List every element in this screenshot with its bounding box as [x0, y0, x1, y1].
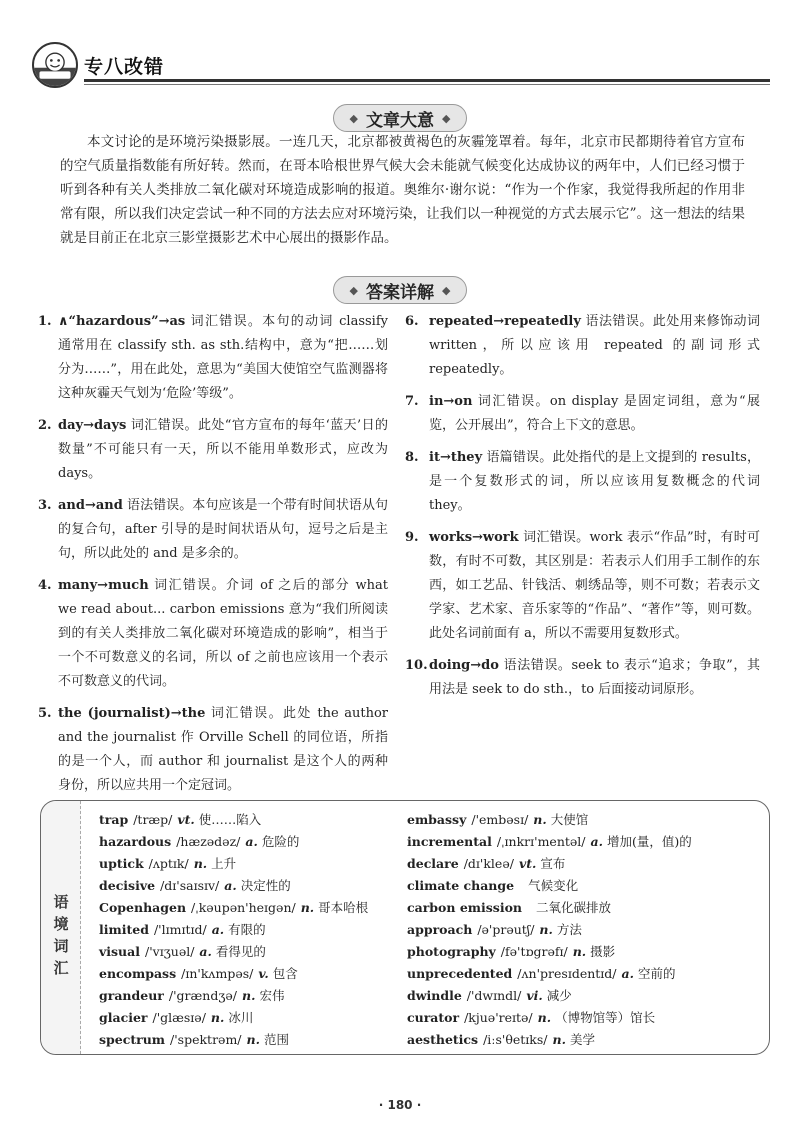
vocab-meaning: 增加(量，值)的: [606, 834, 692, 849]
vocab-phonetic: /ʌn'presɪdentɪd/: [517, 966, 617, 981]
vocab-phonetic: /'spektrəm/: [170, 1032, 242, 1047]
answer-explanation: 词汇错误。work 表示“作品”时，有时可数，有时不可数，其区别是：若表示人们用手工制作的东西，如工艺品、针钱活、刺绣品等，则不可数；若表示文学家、艺术家、音乐家等的“作品”、“著作”等，则可数。此处名词前面有 a，所以不需要用复数形式。: [429, 530, 760, 641]
vocab-meaning: 包含: [272, 966, 298, 981]
vocab-meaning: 气候变化: [528, 878, 579, 893]
vocab-phonetic: /dɪ'kleə/: [463, 856, 514, 871]
vocab-pos: n.: [210, 1010, 225, 1025]
vocab-meaning: 决定性的: [240, 878, 291, 893]
vocabulary-tab: [41, 801, 81, 1054]
vocab-entry: [99, 831, 399, 853]
vocab-word: Copenhagen: [99, 900, 187, 915]
vocab-phonetic: /'glæsɪə/: [152, 1010, 206, 1025]
answer-number: 6.: [405, 314, 419, 329]
vocab-word: spectrum: [99, 1032, 166, 1047]
header-rule-thin: [84, 84, 770, 85]
vocab-meaning: 方法: [556, 922, 582, 937]
vocab-word: curator: [407, 1010, 460, 1025]
answer-item: [38, 702, 388, 798]
vocab-meaning: 危险的: [261, 834, 300, 849]
answer-correction: and→and: [58, 498, 123, 513]
answer-number: 3.: [38, 498, 52, 513]
answer-item: [405, 390, 760, 438]
vocab-phonetic: /ə'prəutʃ/: [477, 922, 535, 937]
vocab-phonetic: /iːs'θetɪks/: [483, 1032, 548, 1047]
vocabulary-box: [40, 800, 770, 1055]
vocab-entry: [99, 853, 399, 875]
answer-item: [405, 310, 760, 382]
answer-correction: many→much: [58, 578, 149, 593]
vocab-pos: n.: [193, 856, 208, 871]
vocab-word: grandeur: [99, 988, 164, 1003]
vocab-word: hazardous: [99, 834, 172, 849]
answer-number: 2.: [38, 418, 52, 433]
answer-number: 4.: [38, 578, 52, 593]
vocab-meaning: 大使馆: [550, 812, 589, 827]
vocab-pos: a.: [211, 922, 225, 937]
vocab-phonetic: /fə'tɒgrəfɪ/: [500, 944, 568, 959]
vocab-word: visual: [99, 944, 140, 959]
answer-item: [38, 310, 388, 406]
vocab-meaning: 使……陷入: [198, 812, 262, 827]
vocab-pos: n.: [552, 1032, 566, 1047]
answer-explanation: 词汇错误。本句的动词 classify 通常用在 classify sth. as sth.结构中，意为“把……划分为……”，用在此处，意思为“美国大使馆空气监测器将这种灰霾天气划为‘危险’等级”。: [58, 314, 388, 401]
vocab-meaning: （博物馆等）馆长: [555, 1010, 656, 1025]
vocab-entry: [99, 875, 399, 897]
vocab-phonetic: /ʌptɪk/: [148, 856, 189, 871]
vocab-word: uptick: [99, 856, 144, 871]
vocab-entry: [407, 809, 762, 831]
vocab-entry: [407, 1007, 762, 1029]
vocab-meaning: 哥本哈根: [318, 900, 369, 915]
page-number: · 180 ·: [378, 1098, 422, 1112]
vocab-entry: [99, 809, 399, 831]
vocab-pos: n.: [533, 812, 547, 827]
answer-correction: doing→do: [429, 658, 499, 673]
vocab-word: dwindle: [407, 988, 462, 1003]
answer-number: 10.: [405, 658, 428, 673]
answer-explanation: 词汇错误。此处“官方宣布的每年‘蓝天’日的数量”不可能只有一天，所以不能用单数形式，应改为 days。: [58, 418, 388, 481]
diamond-icon: ◆: [442, 111, 451, 125]
vocabulary-label: 语境词汇: [53, 893, 69, 977]
vocab-pos: vi.: [526, 988, 543, 1003]
answers-right-column: [405, 310, 760, 710]
answer-correction: day→days: [58, 418, 127, 433]
answer-explanation: 词汇错误。on display 是固定词组，意为“展览，公开展出”，符合上下文的意思。: [429, 394, 760, 433]
answer-item: [405, 526, 760, 646]
answer-explanation: 词汇错误。介词 of 之后的部分 what we read about... carbon emissions 意为“我们所阅读到的有关人类排放二氧化碳对环境造成的影响”，相当于一个不可数意义的名词，所以 of 之前也应该用一个表示不可数意义的代词。: [58, 578, 388, 689]
vocab-pos: a.: [199, 944, 212, 959]
vocab-pos: vt.: [518, 856, 537, 871]
answer-number: 8.: [405, 450, 419, 465]
answer-correction: ∧“hazardous”→as: [58, 314, 186, 329]
vocab-word: approach: [407, 922, 473, 937]
answer-explanation: 语法错误。seek to 表示“追求；争取”，其用法是 seek to do sth.，to 后面接动词原形。: [429, 658, 760, 697]
vocab-phonetic: /'grændʒə/: [168, 988, 237, 1003]
answer-number: 7.: [405, 394, 419, 409]
vocab-entry: [99, 941, 399, 963]
vocab-word: aesthetics: [407, 1032, 479, 1047]
vocab-entry: [407, 853, 762, 875]
header-rule: [84, 79, 770, 82]
vocab-word: unprecedented: [407, 966, 513, 981]
answer-item: [405, 446, 760, 518]
answer-item: [38, 574, 388, 694]
answer-correction: works→work: [429, 530, 519, 545]
vocab-meaning: 上升: [211, 856, 237, 871]
vocab-phonetic: /kjuə'reɪtə/: [464, 1010, 533, 1025]
vocab-phonetic: /dɪ'saɪsɪv/: [160, 878, 220, 893]
vocab-entry: [407, 831, 762, 853]
vocab-entry: [407, 963, 762, 985]
vocab-meaning: 美学: [569, 1032, 595, 1047]
answer-correction: repeated→repeatedly: [429, 314, 581, 329]
vocab-meaning: 看得见的: [215, 944, 266, 959]
vocab-word: photography: [407, 944, 496, 959]
vocab-phonetic: /træp/: [133, 812, 173, 827]
answer-item: [38, 494, 388, 566]
answers-banner: [0, 276, 800, 304]
vocab-meaning: 范围: [263, 1032, 289, 1047]
book-logo-icon: [32, 42, 78, 88]
vocab-pos: a.: [590, 834, 603, 849]
vocab-word: trap: [99, 812, 129, 827]
diamond-icon: ◆: [442, 283, 451, 297]
vocab-meaning: 有限的: [228, 922, 266, 937]
vocab-pos: vt.: [177, 812, 195, 827]
vocab-entry: [407, 897, 762, 919]
vocab-phonetic: /hæzədəz/: [176, 834, 241, 849]
vocab-word: incremental: [407, 834, 492, 849]
answer-correction: in→on: [429, 394, 473, 409]
vocab-word: encompass: [99, 966, 177, 981]
answer-correction: it→they: [429, 450, 483, 465]
answer-explanation: 语篇错误。此处指代的是上文提到的 results，是一个复数形式的词，所以应该用复数概念的代词 they。: [429, 450, 760, 513]
vocab-pos: n.: [241, 988, 256, 1003]
vocab-pos: n.: [300, 900, 315, 915]
summary-title: 文章大意: [366, 110, 434, 131]
vocab-meaning: 宏伟: [259, 988, 285, 1003]
vocab-pos: a.: [224, 878, 237, 893]
vocab-entry: [99, 963, 399, 985]
diamond-icon: ◆: [349, 111, 358, 125]
vocab-entry: [407, 941, 762, 963]
answer-item: [38, 414, 388, 486]
vocab-phonetic: /'dwɪndl/: [466, 988, 522, 1003]
vocab-entry: [99, 897, 399, 919]
vocab-pos: n.: [572, 944, 587, 959]
vocab-phonetic: /ˌkəupən'heɪgən/: [191, 900, 296, 915]
vocab-entry: [407, 985, 762, 1007]
answer-explanation: 语法错误。本句应该是一个带有时间状语从句的复合句，after 引导的是时间状语从句，逗号之后是主句，所以此处的 and 是多余的。: [58, 498, 388, 561]
vocab-pos: n.: [246, 1032, 260, 1047]
vocab-entry: [407, 1029, 762, 1051]
vocab-meaning: 空前的: [637, 966, 676, 981]
answer-number: 5.: [38, 706, 52, 721]
vocab-word: climate change: [407, 878, 515, 893]
vocab-phonetic: /ɪn'kʌmpəs/: [181, 966, 254, 981]
vocab-phonetic: /'lɪmɪtɪd/: [153, 922, 207, 937]
vocab-entry: [99, 1029, 399, 1051]
vocabulary-column-left: [99, 809, 399, 1051]
vocabulary-column-right: [407, 809, 762, 1051]
vocab-meaning: 宣布: [540, 856, 566, 871]
vocab-entry: [99, 919, 399, 941]
vocab-entry: [99, 1007, 399, 1029]
answers-title: 答案详解: [366, 282, 434, 303]
vocab-word: limited: [99, 922, 149, 937]
vocab-entry: [407, 919, 762, 941]
vocab-phonetic: /'embəsɪ/: [471, 812, 529, 827]
vocab-pos: v.: [258, 966, 269, 981]
answers-left-column: [38, 310, 388, 806]
vocab-entry: [99, 985, 399, 1007]
vocab-phonetic: /'vɪʒuəl/: [145, 944, 195, 959]
vocab-word: carbon emission: [407, 900, 522, 915]
vocab-meaning: 减少: [546, 988, 572, 1003]
vocab-phonetic: /ˌɪnkrɪ'mentəl/: [496, 834, 586, 849]
answer-item: [405, 654, 760, 702]
summary-banner: [0, 104, 800, 132]
vocab-meaning: 二氧化碳排放: [536, 900, 612, 915]
vocab-pos: n.: [539, 922, 553, 937]
vocab-pos: n.: [537, 1010, 552, 1025]
vocab-pos: a.: [245, 834, 258, 849]
vocab-meaning: 摄影: [590, 944, 616, 959]
page-header: [30, 42, 770, 88]
diamond-icon: ◆: [349, 283, 358, 297]
vocab-word: decisive: [99, 878, 156, 893]
vocab-pos: a.: [621, 966, 634, 981]
vocab-word: glacier: [99, 1010, 148, 1025]
vocab-word: embassy: [407, 812, 467, 827]
vocab-entry: [407, 875, 762, 897]
answer-explanation: 词汇错误。此处 the author and the journalist 作 Orville Schell 的同位语，所指的是一个人，而 author 和 journalist 是这个人的两种身份，所以应共用一个定冠词。: [58, 706, 388, 793]
vocab-word: declare: [407, 856, 459, 871]
answer-number: 9.: [405, 530, 419, 545]
answer-correction: the (journalist)→the: [58, 706, 206, 721]
vocab-meaning: 冰川: [228, 1010, 254, 1025]
answer-number: 1.: [38, 314, 52, 329]
header-title: 专八改错: [84, 56, 165, 78]
answer-explanation: 语法错误。此处用来修饰动词 written，所以应该用 repeated 的副词形式 repeatedly。: [429, 314, 760, 377]
summary-text: 本文讨论的是环境污染摄影展。一连几天，北京都被黄褐色的灰霾笼罩着。每年，北京市民都期待着官方宣布的空气质量指数能有所好转。然而，在哥本哈根世界气候大会未能就气候变化达成协议的两年中，人们已经习惯于听到各种有关人类排放二氧化碳对环境造成影响的报道。奥维尔·谢尔说：“作为一个作家，我觉得我所起的作用非常有限，所以我们决定尝试一种不同的方法去应对环境污染，让我们以一种视觉的方式去展示它”。这一想法的结果就是目前正在北京三影堂摄影艺术中心展出的摄影作品。: [60, 134, 745, 246]
